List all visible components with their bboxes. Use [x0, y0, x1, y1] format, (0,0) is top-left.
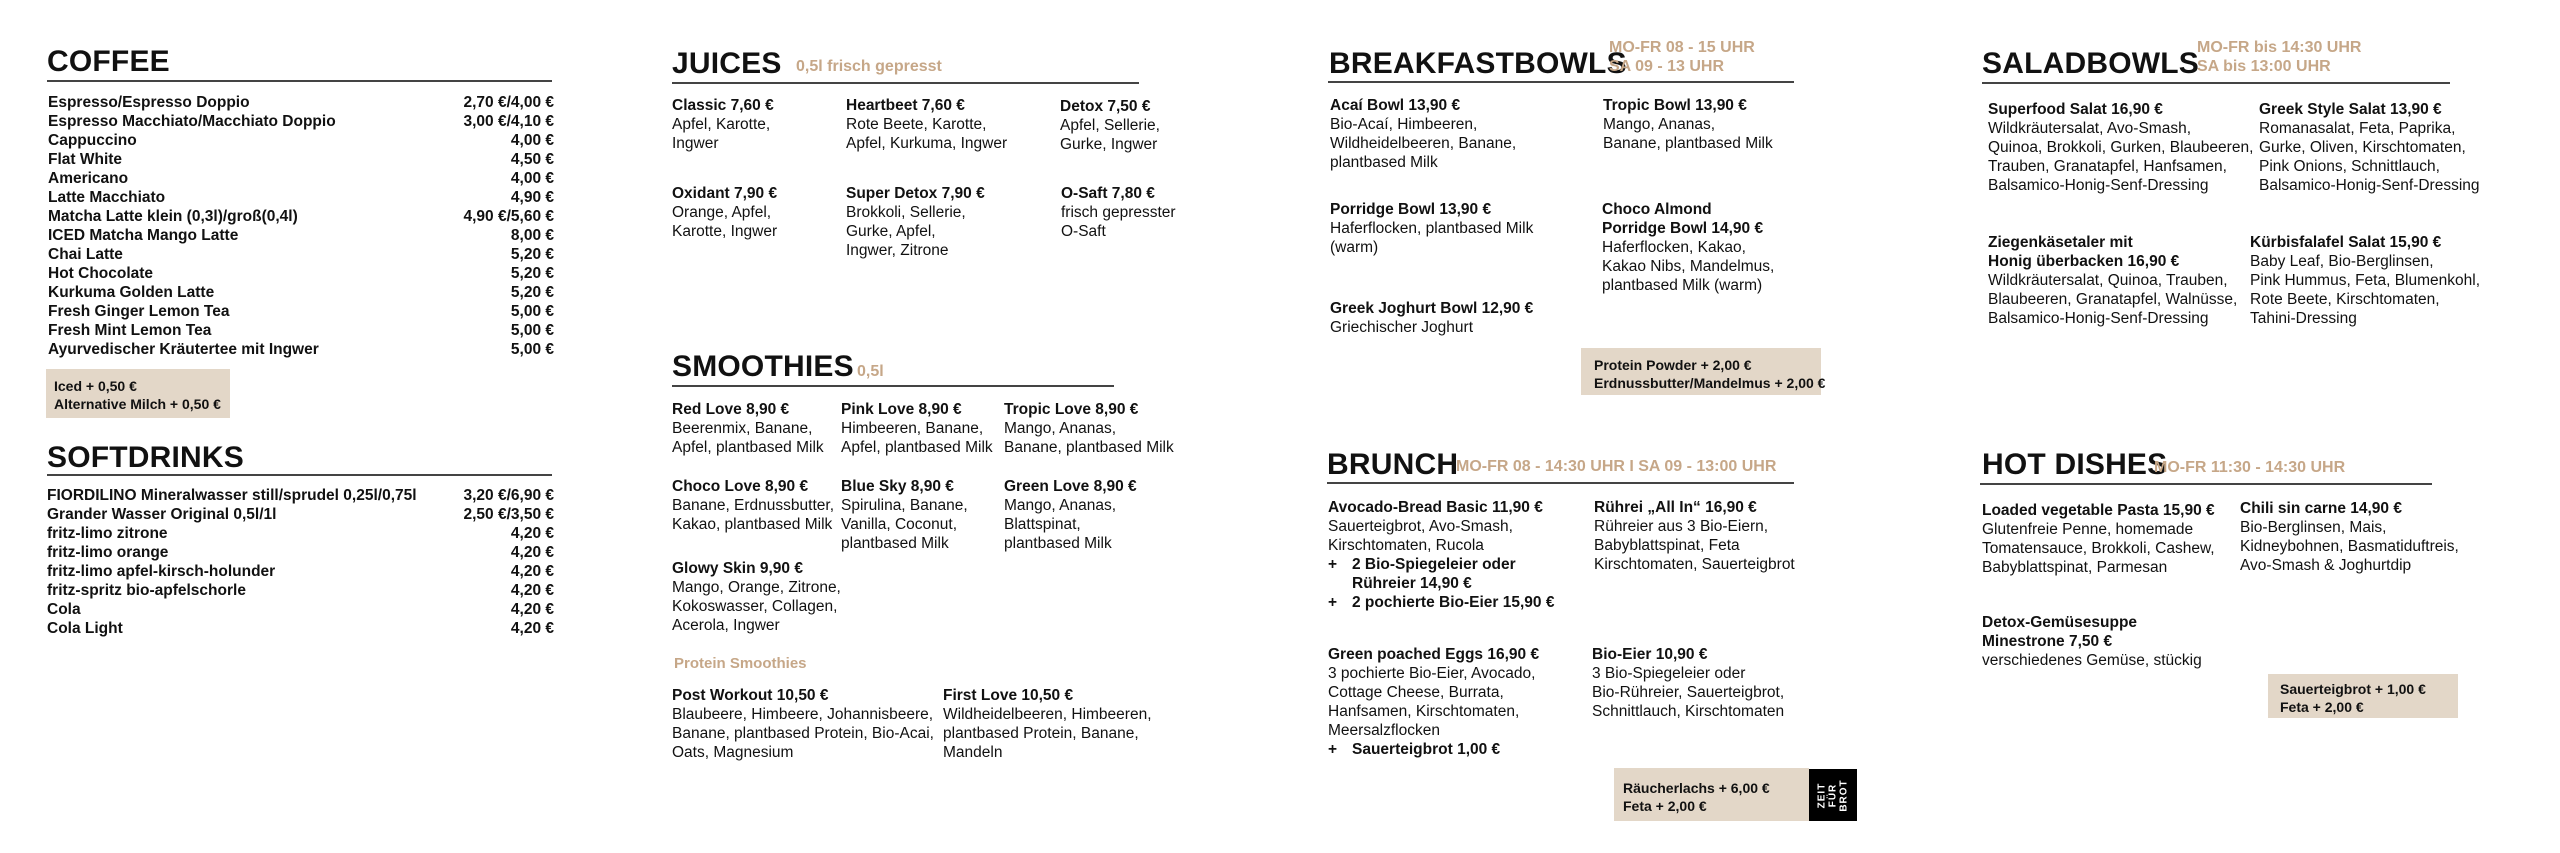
menu-row	[47, 505, 554, 524]
salad-item	[1988, 100, 2253, 195]
breakfastbowls-hours	[1609, 38, 1755, 76]
item-price: 5,20 €	[510, 265, 554, 282]
breakfast-item	[1603, 96, 1773, 153]
hotdishes-divider	[1980, 483, 2432, 485]
item-desc: Mango, Ananas, Blattspinat, plantbased Milk	[1004, 497, 1117, 552]
item-price: 3,20 €/6,90 €	[463, 487, 554, 504]
smoothie-item	[672, 400, 824, 457]
menu-row	[48, 226, 554, 245]
menu-row	[47, 543, 554, 562]
item-name: Cola	[47, 601, 81, 618]
softdrinks-divider	[47, 474, 552, 476]
item-desc: Blaubeere, Himbeere, Johannisbeere, Banane, plantbased Protein, Bio-Acai, Oats, Magnesium	[672, 706, 934, 761]
extra-item: Feta + 2,00 €	[2280, 699, 2364, 715]
item-price: 4,00 €	[510, 170, 554, 187]
item-price: 4,50 €	[510, 151, 554, 168]
smoothie-item	[1004, 477, 1137, 553]
menu-row	[48, 245, 554, 264]
item-title: Glowy Skin 9,90 €	[672, 560, 803, 577]
item-price: 4,00 €	[510, 132, 554, 149]
item-title: Choco Love 8,90 €	[672, 478, 809, 495]
item-desc: Banane, Erdnussbutter, Kakao, plantbased Milk	[672, 497, 835, 533]
item-title: O-Saft 7,80 €	[1061, 185, 1155, 202]
brunch-item	[1328, 498, 1554, 612]
protein-smoothie-item	[672, 686, 934, 762]
juices-subtitle: 0,5l frisch gepresst	[796, 58, 942, 75]
item-title: Tropic Bowl 13,90 €	[1603, 97, 1747, 114]
item-price: 4,90 €/5,60 €	[463, 208, 554, 225]
addon-text: 2 Bio-Spiegeleier oder Rühreier 14,90 €	[1352, 556, 1516, 592]
menu-row	[48, 207, 554, 226]
plus-icon: +	[1328, 741, 1338, 758]
coffee-list	[48, 93, 554, 359]
extra-item: Protein Powder + 2,00 €	[1594, 357, 1752, 373]
item-title: Oxidant 7,90 €	[672, 185, 778, 202]
item-name: Espresso Macchiato/Macchiato Doppio	[48, 113, 336, 130]
item-desc: Wildkräutersalat, Quinoa, Trauben, Blaubeeren, Granatapfel, Walnüsse, Balsamico-Honig-Senf-Dressing	[1988, 272, 2238, 327]
item-title: Green Love 8,90 €	[1004, 478, 1137, 495]
breakfast-extras-box	[1581, 348, 1826, 395]
plus-icon: +	[1328, 556, 1338, 573]
coffee-divider	[47, 80, 552, 82]
item-price: 4,20 €	[510, 582, 554, 599]
item-desc: Brokkoli, Sellerie, Gurke, Apfel, Ingwer, Zitrone	[846, 204, 966, 259]
menu-row	[48, 302, 554, 321]
item-title: Heartbeet 7,60 €	[846, 97, 965, 114]
juices-heading: JUICES	[672, 47, 782, 80]
plus-icon: +	[1328, 594, 1338, 611]
item-title: Pink Love 8,90 €	[841, 401, 962, 418]
item-price: 5,20 €	[510, 284, 554, 301]
item-name: Grander Wasser Original 0,5l/1l	[47, 506, 277, 523]
menu-row	[48, 188, 554, 207]
menu-row	[48, 150, 554, 169]
menu-row	[47, 524, 554, 543]
addon-text: 2 pochierte Bio-Eier 15,90 €	[1352, 594, 1555, 611]
item-title: Rührei „All In“ 16,90 €	[1594, 499, 1757, 516]
item-price: 2,70 €/4,00 €	[463, 94, 554, 111]
smoothie-item	[672, 477, 834, 534]
menu-row	[47, 619, 554, 638]
item-desc: Apfel, Karotte, Ingwer	[672, 116, 771, 152]
item-desc: Haferflocken, plantbased Milk (warm)	[1330, 220, 1534, 256]
item-title: Detox-Gemüsesuppe Minestrone 7,50 €	[1982, 614, 2138, 650]
item-price: 4,20 €	[510, 563, 554, 580]
smoothie-item	[672, 559, 841, 635]
breakfast-item	[1330, 200, 1533, 257]
item-name: Cappuccino	[48, 132, 137, 149]
item-name: Hot Chocolate	[48, 265, 154, 282]
item-desc: Beerenmix, Banane, Apfel, plantbased Milk	[672, 420, 824, 456]
menu-row	[48, 93, 554, 112]
item-name: Fresh Mint Lemon Tea	[48, 322, 212, 339]
juices-divider	[672, 82, 1139, 84]
juice-item	[846, 184, 985, 260]
hotdishes-heading: HOT DISHES	[1982, 448, 2168, 481]
juice-item	[846, 96, 1007, 153]
item-desc: Rote Beete, Karotte, Apfel, Kurkuma, Ingwer	[846, 116, 1008, 152]
item-title: Classic 7,60 €	[672, 97, 774, 114]
item-title: Super Detox 7,90 €	[846, 185, 985, 202]
item-price: 4,90 €	[510, 189, 554, 206]
item-name: FIORDILINO Mineralwasser still/sprudel 0,25l/0,75l	[47, 487, 417, 504]
salad-item	[2250, 233, 2480, 328]
addon-row	[1328, 555, 1554, 593]
extra-item: Räucherlachs + 6,00 €	[1623, 780, 1770, 796]
item-name: Chai Latte	[48, 246, 123, 263]
item-title: Red Love 8,90 €	[672, 401, 790, 418]
hot-dish-item	[2240, 499, 2459, 575]
hot-dish-item	[1982, 501, 2215, 577]
hotdishes-hours: MO-FR 11:30 - 14:30 UHR	[2154, 459, 2346, 476]
item-title: Acaí Bowl 13,90 €	[1330, 97, 1461, 114]
protein-smoothie-item	[943, 686, 1152, 762]
juice-item	[672, 184, 777, 241]
item-name: fritz-limo zitrone	[47, 525, 168, 542]
menu-row	[48, 112, 554, 131]
item-desc: Wildkräutersalat, Avo-Smash, Quinoa, Brokkoli, Gurken, Blaubeeren, Trauben, Granatapfel, Hanfsamen, Balsamico-Honig-Senf-Dressing	[1988, 120, 2254, 194]
item-title: Kürbisfalafel Salat 15,90 €	[2250, 234, 2442, 251]
menu-row	[47, 562, 554, 581]
hot-dish-item	[1982, 613, 2202, 670]
item-desc: Bio-Berglinsen, Mais, Kidneybohnen, Basmatiduftreis, Avo-Smash & Joghurtdip	[2240, 519, 2459, 574]
item-desc: Sauerteigbrot, Avo-Smash, Kirschtomaten, Rucola	[1328, 518, 1513, 554]
item-name: Flat White	[48, 151, 123, 168]
item-title: Bio-Eier 10,90 €	[1592, 646, 1708, 663]
salad-item	[2259, 100, 2480, 195]
hours-line: SA bis 13:00 UHR	[2197, 58, 2331, 75]
saladbowls-divider	[1982, 82, 2450, 84]
item-desc: Bio-Acaí, Himbeeren, Wildheidelbeeren, Banane, plantbased Milk	[1330, 116, 1517, 171]
hotdishes-extras-box	[2268, 674, 2458, 718]
salad-item	[1988, 233, 2237, 328]
item-title: Detox 7,50 €	[1060, 98, 1151, 115]
item-desc: Orange, Apfel, Karotte, Ingwer	[672, 204, 778, 240]
item-title: Post Workout 10,50 €	[672, 687, 829, 704]
item-desc: verschiedenes Gemüse, stückig	[1982, 652, 2202, 669]
item-price: 4,20 €	[510, 620, 554, 637]
item-price: 3,00 €/4,10 €	[463, 113, 554, 130]
item-desc: Wildheidelbeeren, Himbeeren, plantbased Protein, Banane, Mandeln	[943, 706, 1152, 761]
brunch-hours: MO-FR 08 - 14:30 UHR I SA 09 - 13:00 UHR	[1456, 458, 1777, 475]
item-desc: Baby Leaf, Bio-Berglinsen, Pink Hummus, Feta, Blumenkohl, Rote Beete, Kirschtomaten, Tahini-Dressing	[2250, 253, 2481, 327]
menu-row	[48, 264, 554, 283]
item-price: 5,00 €	[510, 322, 554, 339]
item-price: 8,00 €	[510, 227, 554, 244]
item-desc: Mango, Ananas, Banane, plantbased Milk	[1603, 116, 1773, 152]
extra-item: Erdnussbutter/Mandelmus + 2,00 €	[1594, 375, 1826, 391]
menu-row	[47, 486, 554, 505]
item-name: fritz-limo orange	[47, 544, 169, 561]
item-price: 4,20 €	[510, 525, 554, 542]
menu-row	[48, 169, 554, 188]
item-name: Ayurvedischer Kräutertee mit Ingwer	[48, 341, 319, 358]
item-title: Ziegenkäsetaler mit Honig überbacken 16,90 €	[1988, 234, 2180, 270]
softdrinks-heading: SOFTDRINKS	[47, 441, 244, 474]
coffee-heading: COFFEE	[47, 45, 170, 78]
item-desc: Rühreier aus 3 Bio-Eiern, Babyblattspinat, Feta Kirschtomaten, Sauerteigbrot	[1594, 518, 1795, 573]
menu-row	[47, 600, 554, 619]
item-title: Choco Almond Porridge Bowl 14,90 €	[1602, 201, 1764, 237]
breakfastbowls-divider	[1328, 81, 1794, 83]
item-title: Greek Joghurt Bowl 12,90 €	[1330, 300, 1534, 317]
hours-line: SA 09 - 13 UHR	[1609, 58, 1724, 75]
brunch-item	[1594, 498, 1795, 574]
item-name: Matcha Latte klein (0,3l)/groß(0,4l)	[48, 208, 298, 225]
smoothies-heading: SMOOTHIES	[672, 350, 854, 383]
item-desc: Spirulina, Banane, Vanilla, Coconut, plantbased Milk	[841, 497, 968, 552]
brunch-divider	[1327, 482, 1794, 484]
item-price: 4,20 €	[510, 544, 554, 561]
item-title: Superfood Salat 16,90 €	[1988, 101, 2163, 118]
item-title: Chili sin carne 14,90 €	[2240, 500, 2402, 517]
item-title: Loaded vegetable Pasta 15,90 €	[1982, 502, 2215, 519]
breakfast-item	[1602, 200, 1774, 295]
brunch-extras-box	[1614, 768, 1809, 821]
addon-row	[1328, 740, 1539, 759]
item-title: Porridge Bowl 13,90 €	[1330, 201, 1492, 218]
menu-row	[47, 581, 554, 600]
item-desc: Glutenfreie Penne, homemade Tomatensauce, Brokkoli, Cashew, Babyblattspinat, Parmesan	[1982, 521, 2215, 576]
smoothies-divider	[672, 385, 1114, 387]
breakfast-item	[1330, 96, 1516, 172]
item-desc: frisch gepresster O-Saft	[1061, 204, 1176, 240]
item-name: Espresso/Espresso Doppio	[48, 94, 250, 111]
item-name: ICED Matcha Mango Latte	[48, 227, 239, 244]
item-name: Latte Macchiato	[48, 189, 166, 206]
juice-item	[1061, 184, 1176, 241]
item-desc: Griechischer Joghurt	[1330, 319, 1474, 336]
hours-line: MO-FR bis 14:30 UHR	[2197, 39, 2362, 56]
menu-row	[48, 283, 554, 302]
item-price: 4,20 €	[510, 601, 554, 618]
extra-item: Iced + 0,50 €	[54, 378, 137, 394]
extra-item: Sauerteigbrot + 1,00 €	[2280, 681, 2426, 697]
breakfastbowls-heading: BREAKFASTBOWLS	[1329, 47, 1627, 80]
item-desc: 3 Bio-Spiegeleier oder Bio-Rühreier, Sauerteigbrot, Schnittlauch, Kirschtomaten	[1592, 665, 1785, 720]
coffee-extras-box	[46, 369, 230, 418]
brunch-item	[1328, 645, 1539, 759]
item-desc: Mango, Ananas, Banane, plantbased Milk	[1004, 420, 1174, 456]
saladbowls-hours	[2197, 38, 2361, 76]
smoothie-item	[841, 477, 968, 553]
protein-smoothies-heading: Protein Smoothies	[674, 655, 807, 672]
extra-item: Alternative Milch + 0,50 €	[54, 396, 221, 412]
item-name: fritz-spritz bio-apfelschorle	[47, 582, 246, 599]
logo-text: ZEIT FÜR BROT	[1816, 778, 1850, 812]
item-desc: Mango, Orange, Zitrone, Kokoswasser, Collagen, Acerola, Ingwer	[672, 579, 841, 634]
brunch-item	[1592, 645, 1784, 721]
addon-text: Sauerteigbrot 1,00 €	[1352, 741, 1501, 758]
item-desc: Apfel, Sellerie, Gurke, Ingwer	[1060, 117, 1160, 153]
item-price: 5,00 €	[510, 341, 554, 358]
menu-row	[48, 321, 554, 340]
addon-row	[1328, 593, 1554, 612]
zeit-fuer-brot-logo	[1809, 769, 1857, 821]
menu-row	[48, 340, 554, 359]
item-name: Kurkuma Golden Latte	[48, 284, 215, 301]
item-price: 5,20 €	[510, 246, 554, 263]
juice-item	[1060, 97, 1160, 154]
brunch-heading: BRUNCH	[1327, 448, 1459, 481]
item-title: Green poached Eggs 16,90 €	[1328, 646, 1540, 663]
item-title: Avocado-Bread Basic 11,90 €	[1328, 499, 1543, 516]
item-desc: Haferflocken, Kakao, Kakao Nibs, Mandelmus, plantbased Milk (warm)	[1602, 239, 1775, 294]
item-desc: Romanasalat, Feta, Paprika, Gurke, Oliven, Kirschtomaten, Pink Onions, Schnittlauch, Balsamico-Honig-Senf-Dressing	[2259, 120, 2480, 194]
item-title: Blue Sky 8,90 €	[841, 478, 954, 495]
smoothies-subtitle: 0,5l	[857, 363, 884, 380]
smoothie-item	[1004, 400, 1174, 457]
item-price: 5,00 €	[510, 303, 554, 320]
extra-item: Feta + 2,00 €	[1623, 798, 1707, 814]
item-name: Cola Light	[47, 620, 123, 637]
breakfast-item	[1330, 299, 1533, 337]
item-price: 2,50 €/3,50 €	[463, 506, 554, 523]
item-title: Tropic Love 8,90 €	[1004, 401, 1139, 418]
item-name: Fresh Ginger Lemon Tea	[48, 303, 230, 320]
smoothie-item	[841, 400, 993, 457]
item-desc: Himbeeren, Banane, Apfel, plantbased Milk	[841, 420, 993, 456]
saladbowls-heading: SALADBOWLS	[1982, 47, 2199, 80]
menu-row	[48, 131, 554, 150]
item-name: Americano	[48, 170, 129, 187]
item-desc: 3 pochierte Bio-Eier, Avocado, Cottage Cheese, Burrata, Hanfsamen, Kirschtomaten, Meersalzflocken	[1328, 665, 1536, 739]
item-name: fritz-limo apfel-kirsch-holunder	[47, 563, 276, 580]
item-title: Greek Style Salat 13,90 €	[2259, 101, 2442, 118]
juice-item	[672, 96, 774, 153]
hours-line: MO-FR 08 - 15 UHR	[1609, 39, 1755, 56]
item-title: First Love 10,50 €	[943, 687, 1074, 704]
softdrinks-list	[47, 486, 554, 638]
